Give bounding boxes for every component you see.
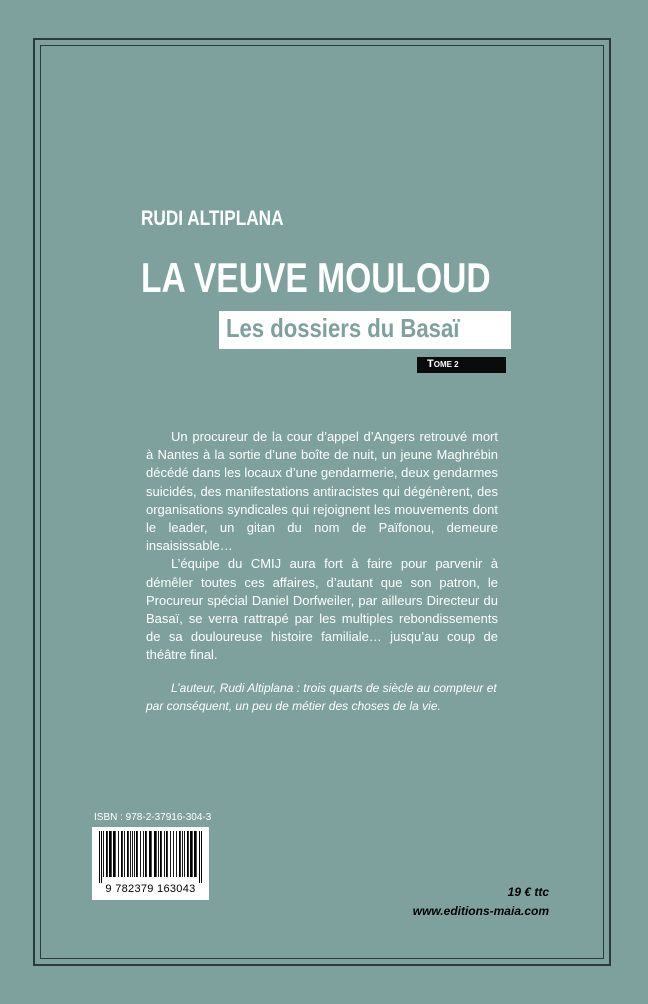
blurb-paragraph-1: Un procureur de la cour d’appel d’Angers retrouvé mort à Nantes à la sortie d’une boîte de nuit, un jeune Maghrébin décédé dans les locaux d’une gendarmerie, deux gendarmes suicidés, des manifestations antiracistes qui dégénèrent, des organisations syndicales qui rejoignent les mouvements dont le leader, un gitan du nom de Païfonou, demeure insaisissable… — [146, 429, 498, 554]
book-title: LA VEUVE MOULOUD — [141, 254, 491, 301]
barcode-bar — [145, 831, 147, 877]
barcode-bar — [199, 831, 200, 883]
barcode-bar — [109, 831, 112, 877]
barcode-bar — [118, 831, 119, 877]
barcode-bar — [154, 831, 157, 877]
barcode-bar — [201, 831, 202, 883]
blurb-paragraph-2: L’équipe du CMIJ aura fort à faire pour parvenir à démêler toutes ces affaires, d’autant que son patron, le Procureur spécial Daniel Dorfweiler, par ailleurs Directeur du Basaï, se verra rattrapé par les multiples rebondissements de sa douloureuse histoire familiale… jusqu’au coup de théâtre final. — [146, 556, 498, 663]
publisher-website: www.editions-maia.com — [412, 904, 549, 918]
barcode-bar — [160, 831, 162, 877]
blurb — [146, 428, 498, 665]
barcode-bar — [182, 831, 183, 877]
isbn-text: ISBN : 978-2-37916-304-3 — [94, 812, 212, 823]
barcode-bar — [179, 831, 181, 877]
series-title: Les dossiers du Basaï — [226, 313, 460, 343]
barcode — [92, 827, 209, 900]
barcode-bar — [106, 831, 108, 877]
barcode-number: 9 782379 163043 — [105, 883, 196, 895]
barcode-bar — [164, 831, 165, 877]
barcode-bar — [190, 831, 193, 877]
barcode-bar — [173, 831, 174, 877]
barcode-bar — [194, 831, 197, 877]
barcode-bar — [136, 831, 138, 877]
barcode-bar — [124, 831, 125, 877]
barcode-bar — [121, 831, 123, 877]
tome-label — [427, 358, 459, 370]
barcode-bar — [187, 831, 189, 877]
barcode-bar — [103, 831, 104, 877]
barcode-bar — [127, 831, 129, 877]
barcode-bar — [99, 831, 100, 883]
barcode-bars — [92, 827, 209, 883]
barcode-bar — [166, 831, 168, 877]
barcode-bar — [170, 831, 171, 877]
barcode-bar — [143, 831, 144, 877]
barcode-bar — [149, 831, 152, 877]
barcode-bar — [184, 831, 185, 877]
barcode-bar — [113, 831, 116, 877]
barcode-bar — [158, 831, 159, 877]
barcode-bar — [134, 831, 135, 877]
barcode-bar — [130, 831, 131, 877]
author-name: RUDI ALTIPLANA — [141, 207, 284, 230]
barcode-bar — [132, 831, 133, 877]
price: 19 € ttc — [507, 885, 549, 899]
tome-prefix: T — [427, 358, 434, 370]
author-note: L’auteur, Rudi Altiplana : trois quarts de siècle au compteur et par conséquent, un peu de métier des choses de la vie. — [146, 681, 497, 713]
barcode-bar — [176, 831, 177, 877]
barcode-bar — [140, 831, 141, 877]
tome-rest: OME 2 — [433, 360, 459, 369]
barcode-bar — [101, 831, 102, 883]
